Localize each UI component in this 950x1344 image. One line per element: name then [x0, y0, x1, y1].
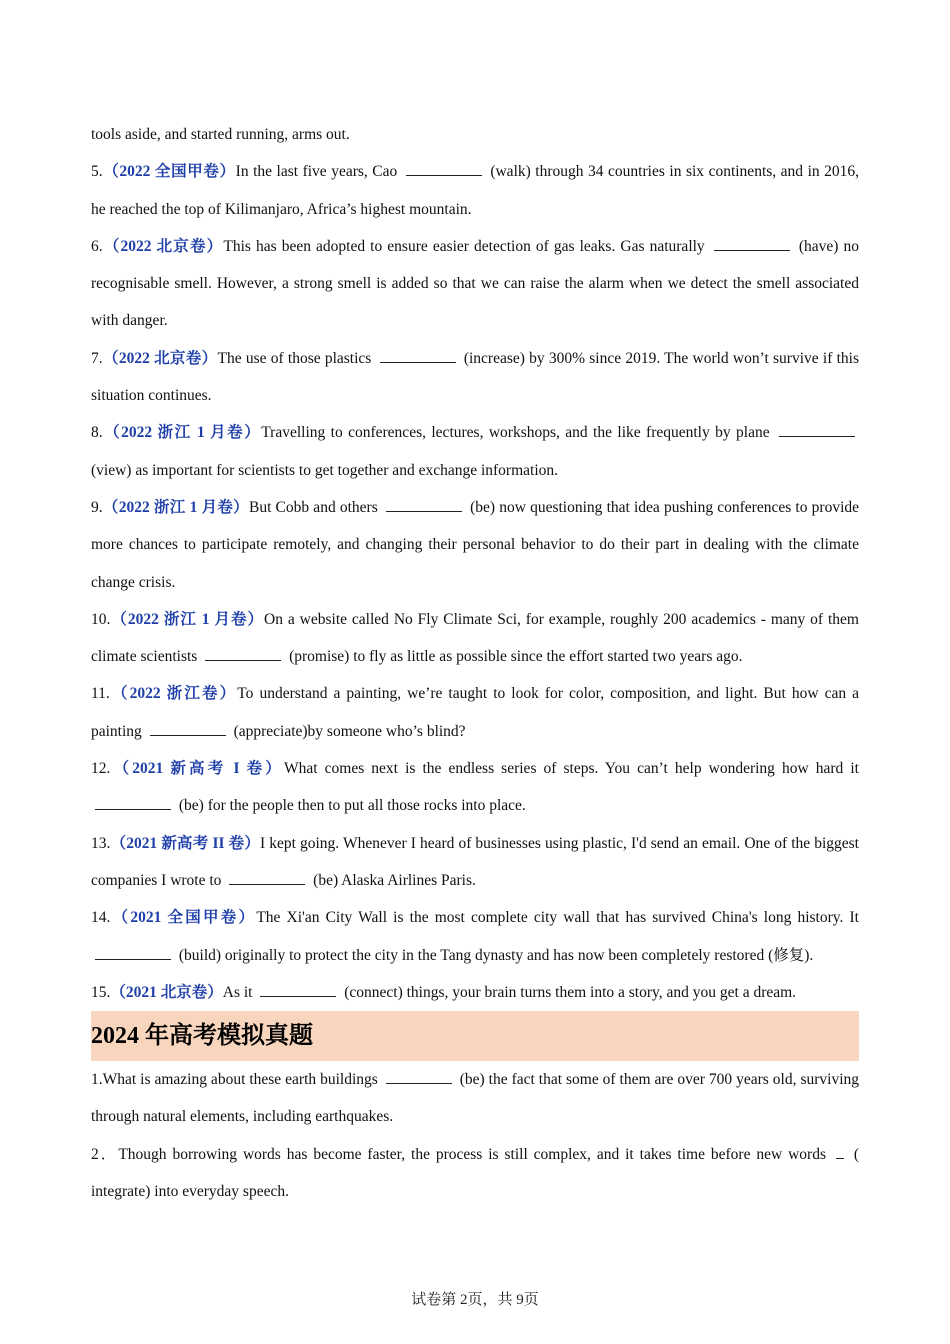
question-text: The Xi'an City Wall is the most complete city wall that has survived China's long history. It: [256, 909, 859, 927]
question-text: As it: [222, 983, 253, 1001]
question-number: 5.: [91, 163, 103, 181]
answer-blank[interactable]: [406, 161, 482, 176]
question-hint: (be) Alaska Airlines Paris.: [313, 871, 476, 889]
answer-blank[interactable]: [386, 497, 462, 512]
question-number: 10.: [91, 610, 111, 628]
question-hint: (increase) by 300% since 2019. The world won’t survive if this situation continues.: [91, 349, 859, 405]
question-hint: (be) now questioning that idea pushing conferences to provide more chances to participate remotely, and changing their personal behavior to do their part in dealing with the climate change crisis.: [91, 498, 859, 591]
page-footer: 试卷第 2页，共 9页: [411, 1292, 539, 1308]
source-tag: （2021 新高考 II 卷）: [110, 834, 261, 852]
question-8: [91, 414, 859, 489]
question-number: 1.: [91, 1071, 103, 1089]
section-title: 2024 年高考模拟真题: [91, 1011, 859, 1061]
question-hint: (be) for the people then to put all those rocks into place.: [178, 797, 526, 815]
answer-blank[interactable]: [386, 1069, 452, 1084]
source-tag: （2022 全国甲卷）: [102, 163, 236, 181]
intro-line: tools aside, and started running, arms out.: [91, 126, 350, 143]
answer-blank[interactable]: [95, 795, 171, 810]
question-number: 14.: [91, 909, 111, 927]
question-text: What comes next is the endless series of steps. You can’t help wondering how hard it: [284, 760, 859, 778]
question-number: 6.: [91, 237, 103, 255]
question-number: 15.: [91, 983, 111, 1001]
question-hint: ( integrate) into everyday speech.: [91, 1145, 859, 1201]
question-number: 7.: [91, 349, 103, 367]
source-tag: （2022 北京卷）: [102, 237, 224, 255]
question-hint: (view) as important for scientists to get together and exchange information.: [91, 461, 559, 479]
question-number: 11.: [91, 685, 110, 703]
question-hint: (connect) things, your brain turns them into a story, and you get a dream.: [344, 983, 797, 1001]
question-text: To understand a painting, we’re taught to look for color, composition, and light. But how can a painting: [91, 685, 859, 740]
question-14: [91, 899, 859, 974]
answer-blank[interactable]: [260, 982, 336, 997]
question-text: Though borrowing words has become faster, the process is still complex, and it takes time before new words: [118, 1145, 826, 1163]
source-tag: （2021 新高考 I 卷）: [110, 760, 284, 778]
source-tag: （2021 全国甲卷）: [110, 909, 257, 927]
answer-blank[interactable]: [205, 646, 281, 661]
question-hint: (be) the fact that some of them are over 700 years old, surviving through natural elements, including earthquakes.: [91, 1071, 859, 1126]
answer-blank[interactable]: [95, 945, 171, 960]
question-11: [91, 675, 859, 750]
source-tag: （2022 浙江 1 月卷）: [102, 498, 249, 516]
question-number: 9.: [91, 498, 103, 516]
question-text: On a website called No Fly Climate Sci, for example, roughly 200 academics - many of them climate scientists: [91, 610, 859, 666]
question-7: [91, 340, 859, 415]
answer-blank[interactable]: [836, 1144, 844, 1159]
question-number: 2．: [91, 1145, 119, 1163]
document-content: [91, 116, 859, 1210]
question-hint: (walk) through 34 countries in six continents, and in 2016, he reached the top of Kilimanjaro, Africa’s highest mountain.: [91, 163, 860, 218]
mock-question-2: [91, 1136, 859, 1211]
answer-blank[interactable]: [779, 422, 855, 437]
answer-blank[interactable]: [229, 870, 305, 885]
question-hint: (appreciate)by someone who’s blind?: [233, 722, 466, 740]
source-tag: （2022 北京卷）: [102, 349, 218, 367]
question-text: What is amazing about these earth buildings: [102, 1071, 378, 1089]
question-10: [91, 601, 859, 676]
question-number: 13.: [91, 834, 111, 852]
question-15: [91, 974, 859, 1011]
answer-blank[interactable]: [150, 721, 226, 736]
question-hint: (build) originally to protect the city in the Tang dynasty and has now been completely restored (修复).: [178, 946, 814, 964]
question-text: This has been adopted to ensure easier detection of gas leaks. Gas naturally: [223, 237, 705, 255]
question-5: [91, 153, 859, 228]
question-text: Travelling to conferences, lectures, workshops, and the like frequently by plane: [261, 424, 770, 442]
answer-blank[interactable]: [380, 348, 456, 363]
question-13: [91, 825, 859, 900]
question-text: In the last five years, Cao: [235, 163, 398, 181]
question-6: [91, 228, 859, 340]
question-hint: (promise) to fly as little as possible since the effort started two years ago.: [289, 648, 743, 666]
question-hint: (have) no recognisable smell. However, a strong smell is added so that we can raise the alarm when we detect the smell associated with danger.: [91, 237, 859, 330]
mock-question-1: [91, 1061, 859, 1136]
question-number: 12.: [91, 760, 111, 778]
question-text: The use of those plastics: [217, 349, 372, 367]
source-tag: （2022 浙江 1 月卷）: [110, 610, 265, 628]
question-number: 8.: [91, 424, 103, 442]
source-tag: （2021 北京卷）: [110, 983, 223, 1001]
question-text: But Cobb and others: [248, 498, 378, 516]
source-tag: （2022 浙江卷）: [109, 685, 238, 703]
question-9: [91, 489, 859, 601]
source-tag: （2022 浙江 1 月卷）: [102, 424, 262, 442]
answer-blank[interactable]: [714, 236, 790, 251]
question-text: I kept going. Whenever I heard of businesses using plastic, I'd send an email. One of the biggest companies I wrote to: [91, 834, 859, 889]
question-12: [91, 750, 859, 825]
